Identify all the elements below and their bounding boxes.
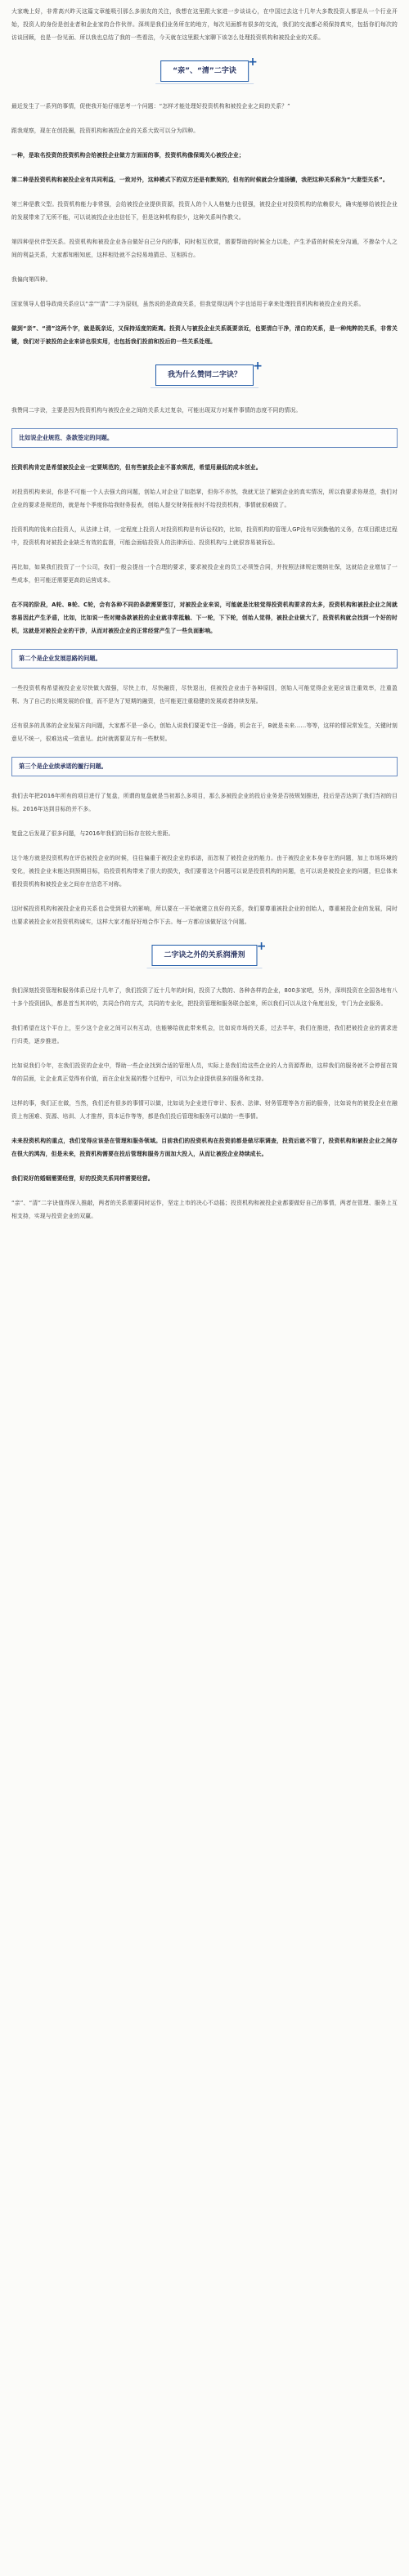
paragraph: 投资机构肯定是希望被投企业一定要规范的，但有些被投企业不喜欢规范，希望用最低的成本创业。 xyxy=(11,464,262,471)
banner-why xyxy=(11,360,398,391)
paragraph: 最近发生了一系列的事情，促使我开始仔细思考一个问题：“怎样才能处理好投资机构和被投企业之间的关系？” xyxy=(11,103,290,110)
paragraph: 还有很多的具体的企业发展方向问题，大家都不是一条心，创始人说我们要更专注一条路，机会在于，B就是未来……等等，这样的情况常发生，关键时刻意见不统一，很难达成一致意见。此时就需要双方有一些默契。 xyxy=(11,722,398,742)
plus-icon: + xyxy=(253,360,263,373)
paragraph: 一种，是取名投资的投资机构会给被投企业做方方面面的事，投资机构像保姆关心被投企业； xyxy=(11,152,245,159)
paragraph: 比如说我们今年，在我们投资的企业中，帮助一些企业找到合适的管理人员，实际上是我们给这些企业的人力资源帮助，这样我们的服务就不会停留在简单的层面，让企业真正觉得有价值，而在企业发展的整个过程中，可以为企业提供很多的服务和支持。 xyxy=(11,1062,398,1082)
banner-title: “亲”、“清”二字诀 + xyxy=(160,60,249,82)
section-heading: 比如说企业规范、条款签定的问题。 xyxy=(11,428,398,448)
paragraph: 复盘之后发现了很多问题，与2016年我们的目标存在较大差距。 xyxy=(11,830,174,837)
paragraph: 这样的事，我们正在做，当然，我们还有很多的事情可以做，比如说为企业进行审计、报表、法律、财务管理等各方面的服务，比如说有的被投企业在融资上有困难、资源、培训、人才推荐，资本运作等等，都是我们投后管理和服务可以做的一些事情。 xyxy=(11,1100,398,1120)
paragraph: 跟我观察，现在在创投圈，投资机构和被投企业的关系大致可以分为四种。 xyxy=(11,127,200,134)
banner-lubricant xyxy=(11,940,398,971)
paragraph: 大家晚上好，非常高兴昨天这篇文章能吸引那么多朋友的关注，我想在这里跟大家进一步谈谈心，在中国过去这十几年大多数投资人都是从一个行业开始，投资人的身份是创业者和企业家的合作伙伴。深圳是我们业务所在的地方，每次见面都有很多的交流，我们的交流都必须保持真实，包括你们每次的访谈回顾，也是一份见面、所以我也总结了我的一些看法，今天就在这里跟大家聊下该怎么处理投资机构和被投企业的关系。 xyxy=(11,8,398,41)
paragraph: 这时候投资机构和被投企业的关系也会受到很大的影响，所以要在一开始就建立良好的关系，我们要尊重被投企业的创始人，尊重被投企业的发展，同时也要求被投企业对投资机构诚实，这样大家才能好好地合作下去。每一方都应该做好这个问题。 xyxy=(11,906,398,925)
paragraph: 我赞同二字诀，主要是因为投资机构与被投企业之间的关系太过复杂，可能出现双方对某件事情的态度不同的情况。 xyxy=(11,407,302,414)
section-heading: 第二个是企业发展思路的问题。 xyxy=(11,649,398,669)
paragraph: 投资机构的钱来自投资人，从法律上讲，一定程度上投资人对投资机构是有诉讼权的，比如，投资机构的管理人GP没有尽到勤勉的义务，在项目跟进过程中，投资机构对被投企业缺乏有效的监督，可能会面临投资人的法律诉讼、投资机构与上就很容易被诉讼。 xyxy=(11,526,398,546)
paragraph: 一些投资机构希望被投企业尽快做大做强，尽快上市，尽快融资，尽快退出，但被投企业由于各种原因，创始人可能觉得企业更应该注重效率，注重盈利、为了自己的长期发展的价值，而不是为了短期的融资，也可能更注重稳健的发展或者持续发展。 xyxy=(11,685,398,704)
paragraph: 第三种是教父型。投资机构能力非常强，会给被投企业提供资源，投资人的个人人格魅力也很强，被投企业对投资机构的依赖很大，确实能够给被投企业的发展带来了无所不能，可以说被投企业也信任下，但是这种机构很少，这种关系叫作教父。 xyxy=(11,201,398,221)
paragraph: 对投资机构来说，你是不可能一个人去强大的问题，创始人对企业了如指掌，但你不亦然，我就无法了解到企业的真实情况，所以我要求你规范，我们对企业的要求是规范的，就是每个季度你给我财务报表，创始人提交财务报表时不给投资机构，事情就很难做了。 xyxy=(11,489,398,508)
paragraph: 第四种是伙伴型关系。投资机构和被投企业各自做好自己分内的事，同时相互欣赏，需要帮助的时候全力以赴，产生矛盾的时候充分沟通，不掺杂个人之间的利益关系，大家都知根知底，这样相处就不会轻易地猜忌、互相拆台。 xyxy=(11,239,398,258)
banner-title: 二字诀之外的关系润滑剂 + xyxy=(151,945,257,966)
paragraph: 第二种是投资机构和被投企业有共同利益，一致对外，这种模式下的双方还是有默契的，但有的时候就会分道扬镳，我把这种关系称为“大妻型关系”。 xyxy=(11,177,389,183)
paragraph: 做到“亲”、“清”这两个字，就是既亲近，又保持适度的距离。投资人与被投企业关系既要亲近，也要清白干净，清白的关系，是一种纯粹的关系，非常关键，我们对于被投的企业来讲也很实用，也包括我们投前和投后的一些关系处理。 xyxy=(11,325,398,345)
paragraph: “亲”、“清”二字诀值得深入推敲，两者的关系需要同时运作，坚定上市的决心不动摇；投资机构和被投企业都要做好自己的事情，两者在管理、服务上互相支持，实现与投资企业的双赢。 xyxy=(11,1200,398,1219)
plus-icon: + xyxy=(248,56,258,69)
plus-icon: + xyxy=(256,940,267,953)
paragraph: 我偏向第四种。 xyxy=(11,276,52,283)
banner-qin-qing xyxy=(11,56,398,87)
paragraph: 我们深刻投资管理和服务体系已经十几年了，我们投资了近十几年的时间，投资了大数的、各种各样的企业，800多家吧，另外，深圳投资在全国各地有八十多个投资团队，都是首当其冲的，共同合作的方式，共同的专业化，把投资管理和服务联合起来，所以我们可以从这个角度出发，专门为企业服务。 xyxy=(11,987,398,1007)
paragraph: 我们希望在这个平台上，至少这个企业之间可以有互动，也能够给彼此带来机会，比如说市场的关系，过去半年，我们在推进，我们把被投企业的需求进行归类，逐步推进。 xyxy=(11,1025,398,1044)
paragraph: 再比如，如果我们投资了一个公司，我们一般会提出一个合理的要求，要求被投企业的员工必须签合同，并按照法律规定缴纳社保，这就给企业增加了一些成本，但可能还需要更高的运营成本。 xyxy=(11,564,398,584)
paragraph: 我们说好的婚姻需要经营，好的投资关系同样需要经营。 xyxy=(11,1175,154,1182)
paragraph: 我们去年把2016年所有的项目进行了复盘，所谓的复盘就是当初那么多项目，那么多被投企业的投后业务是否按规划推进，投后是否达到了我们当初的目标。2016年达到目标的并不多。 xyxy=(11,793,398,812)
paragraph: 在不同的阶段，A轮、B轮、C轮，会有各种不同的条款需要签订，对被投企业来说，可能就是比较觉得投资机构要求的太多，投资机构和被投企业之间就容易因此产生矛盾，比如，比如说一些对赌条款被投的企业就非常抵触、下一轮，下下轮，创始人觉得，被投企业做大了，投资机构就会找到一个好的时机，这就是对被投企业的干涉，从而对被投企业的正常经营产生了一些负面影响。 xyxy=(11,602,398,634)
section-heading: 第三个是企业续承诺的履行问题。 xyxy=(11,757,398,776)
paragraph: 未来投资机构的重点，我们觉得应该是在管理和服务领域。目前我们的投资机构在投资前都是做尽职调查，投资后就不管了，投资机构和被投企业之间存在很大的鸿沟，但是未来，投资机构需要在投后管理和服务方面加大投入，从而让被投企业持续成长。 xyxy=(11,1138,398,1157)
paragraph: 这个地方就是投资机构在评估被投企业的时候，往往偏重于被投企业的承诺，而忽视了被投企业的能力。由于被投企业本身存在的问题，加上市场环境的变化，被投企业未能达到预期目标，给投资机构带来了很大的损失，我们要看这个问题可以说是投资机构的问题，也可以说是被投企业的问题，但总体来看投资机构和被投企业之间存在信息不对称。 xyxy=(11,855,398,888)
paragraph: 国家领导人倡导政商关系应以“亲”“清”二字为原则，虽然说的是政商关系，但我觉得这两个字也适用于拿来处理投资机构和被投企业的关系。 xyxy=(11,301,365,307)
banner-title: 我为什么赞同二字诀？ + xyxy=(155,364,254,386)
